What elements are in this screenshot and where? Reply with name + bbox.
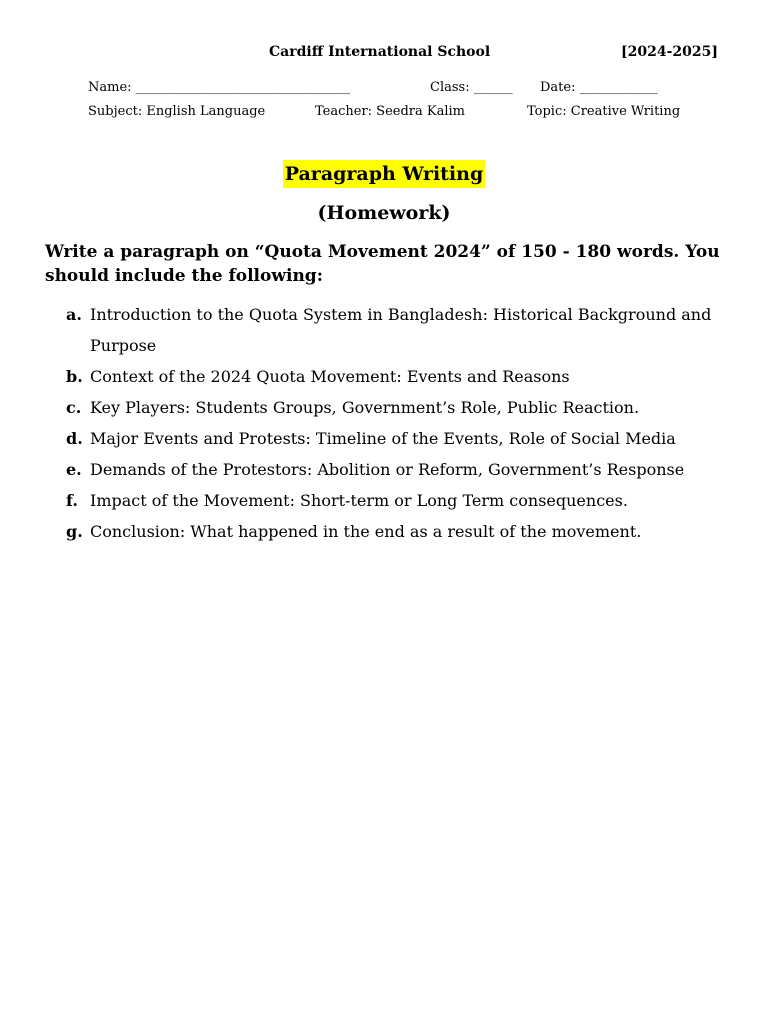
student-info-row	[0, 80, 768, 100]
subject-label: Subject: English Language	[88, 104, 266, 119]
class-field: Class: ______	[430, 80, 513, 95]
list-item	[66, 485, 716, 516]
list-item	[66, 454, 716, 485]
title-wrap	[0, 160, 768, 188]
list-item-text: Introduction to the Quota System in Bangladesh: Historical Background and Purpose	[90, 305, 712, 355]
list-marker: b.	[66, 367, 83, 386]
topic-label: Topic: Creative Writing	[527, 104, 681, 119]
list-item	[66, 361, 716, 392]
list-marker: c.	[66, 398, 82, 417]
list-marker: e.	[66, 460, 82, 479]
list-item-text: Conclusion: What happened in the end as a result of the movement.	[90, 522, 642, 541]
teacher-label: Teacher: Seedra Kalim	[315, 104, 465, 119]
name-field: Name: _________________________________	[88, 80, 351, 95]
subtitle-wrap	[0, 202, 768, 224]
list-item	[66, 516, 716, 547]
school-name: Cardiff International School	[269, 44, 491, 60]
academic-year: [2024-2025]	[621, 44, 718, 60]
list-item-text: Key Players: Students Groups, Government’s Role, Public Reaction.	[90, 398, 640, 417]
course-info-row	[0, 104, 768, 124]
date-field: Date: ____________	[540, 80, 658, 95]
list-item-text: Impact of the Movement: Short-term or Long Term consequences.	[90, 491, 628, 510]
list-item-text: Demands of the Protestors: Abolition or Reform, Government’s Response	[90, 460, 685, 479]
page-subtitle: (Homework)	[317, 202, 451, 224]
instructions: Write a paragraph on “Quota Movement 2024” of 150 - 180 words. You should include the following:	[45, 242, 720, 286]
list-marker: a.	[66, 305, 82, 324]
list-marker: f.	[66, 491, 78, 510]
list-item	[66, 423, 716, 454]
worksheet-header	[0, 44, 768, 66]
list-item-text: Major Events and Protests: Timeline of the Events, Role of Social Media	[90, 429, 676, 448]
list-item-text: Context of the 2024 Quota Movement: Events and Reasons	[90, 367, 570, 386]
page-title: Paragraph Writing	[283, 160, 486, 188]
task-list	[66, 299, 716, 547]
list-marker: g.	[66, 522, 83, 541]
list-item	[66, 299, 716, 361]
list-item	[66, 392, 716, 423]
list-marker: d.	[66, 429, 83, 448]
